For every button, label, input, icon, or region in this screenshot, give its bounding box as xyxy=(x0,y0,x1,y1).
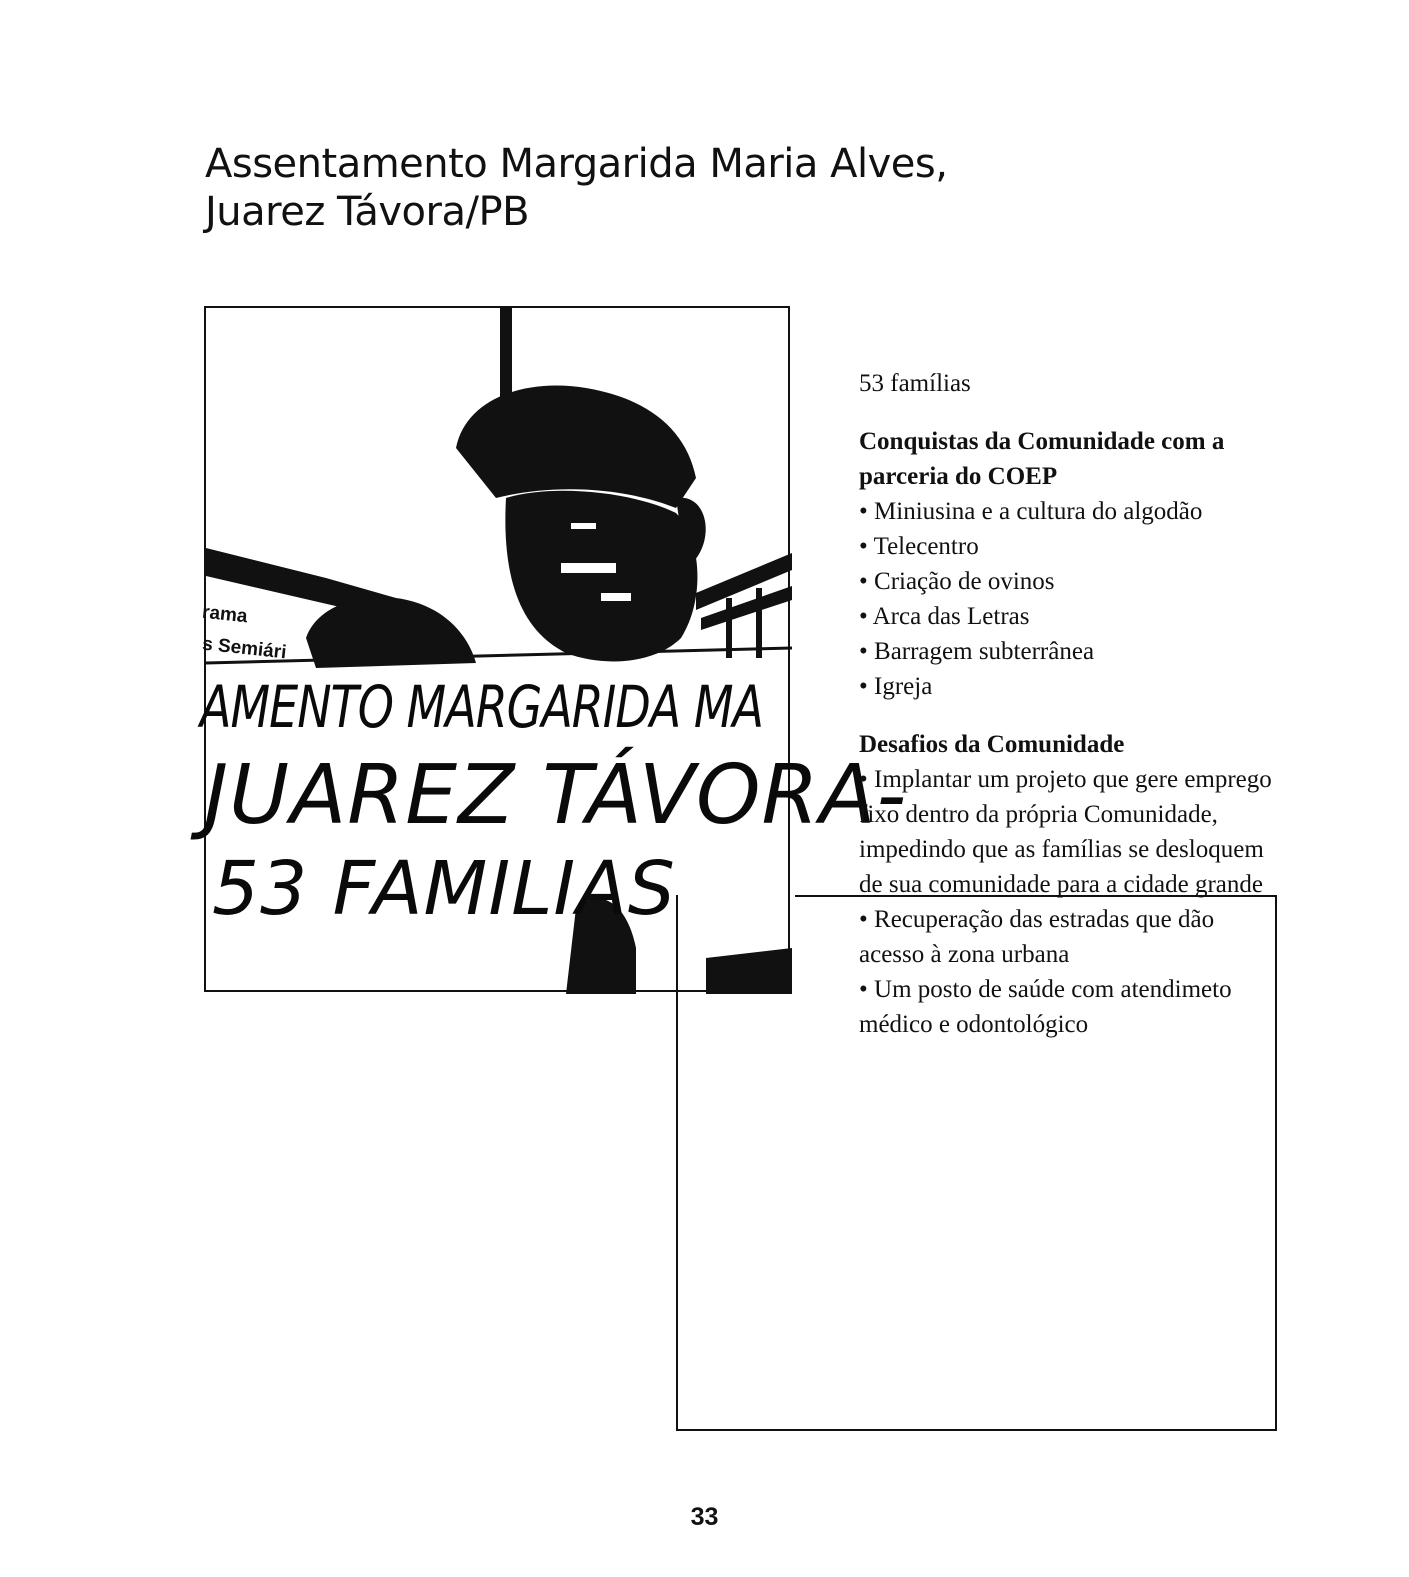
achievements-heading: Conquistas da Comunidade com a parceria do COEP xyxy=(859,428,1225,490)
banner-text-2: s Semiári xyxy=(201,633,288,664)
list-item: • Criação de ovinos xyxy=(859,564,1279,599)
banner-text-1: rama xyxy=(201,601,249,628)
challenges-heading: Desafios da Comunidade xyxy=(859,731,1125,758)
title-line-1: Assentamento Margarida Maria Alves, xyxy=(205,141,948,187)
list-item: • Recuperação das estradas que dão acesso à zona urbana xyxy=(859,902,1279,972)
list-item: • Miniusina e a cultura do algodão xyxy=(859,494,1279,529)
families-count: 53 famílias xyxy=(859,370,971,397)
community-info xyxy=(859,366,1279,1065)
list-item: • Arca das Letras xyxy=(859,599,1279,634)
achievements-list xyxy=(859,494,1279,704)
list-item: • Igreja xyxy=(859,669,1279,704)
sign-text-line-1: AMENTO MARGARIDA MA xyxy=(200,673,763,741)
page-title xyxy=(205,140,1105,236)
challenges-list xyxy=(859,762,1279,1042)
list-item: • Telecentro xyxy=(859,529,1279,564)
title-line-2: Juarez Távora/PB xyxy=(205,189,530,235)
list-item: • Implantar um projeto que gere emprego fixo dentro da própria Comunidade, impedindo que as famílias se desloquem de sua comunidade para a cidade grande xyxy=(859,762,1279,902)
page-number: 33 xyxy=(690,1503,719,1531)
list-item: • Um posto de saúde com atendimeto médico e odontológico xyxy=(859,972,1279,1042)
list-item: • Barragem subterrânea xyxy=(859,634,1279,669)
sign-text-line-2: JUAREZ TÁVORA- xyxy=(204,748,908,843)
sign-text-line-3: 53 FAMILIAS xyxy=(212,846,676,932)
